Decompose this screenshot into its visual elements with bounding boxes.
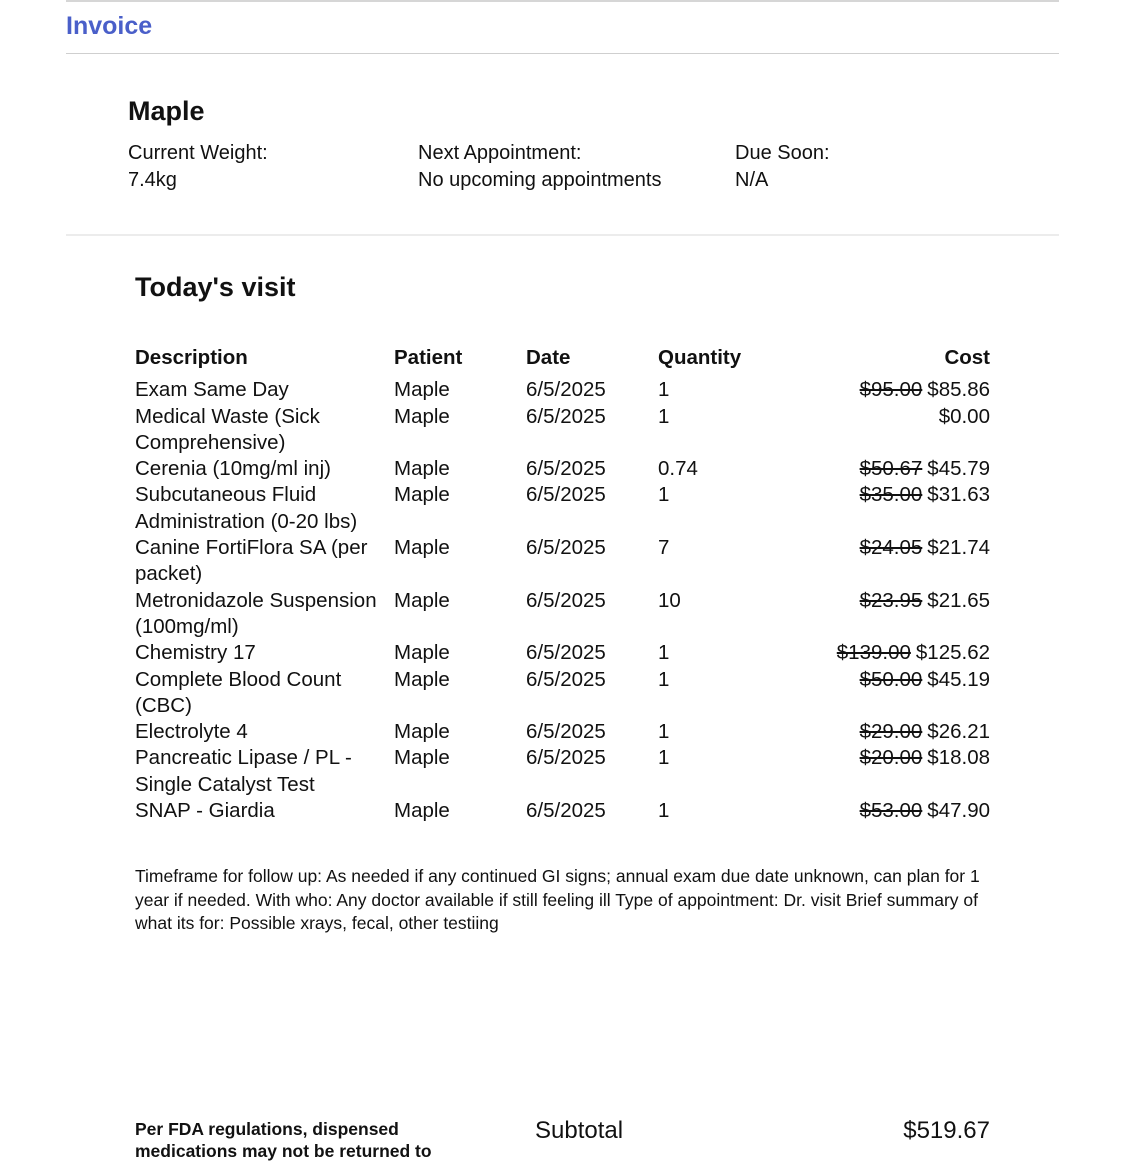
table-row (135, 588, 990, 641)
cell-quantity: 1 (658, 746, 670, 770)
discounted-price: $125.62 (915, 641, 990, 665)
cell-description: Canine FortiFlora SA (per packet) (135, 536, 368, 586)
cell-date: 6/5/2025 (526, 457, 606, 481)
cell-patient: Maple (394, 457, 450, 481)
cell-quantity: 1 (658, 641, 670, 665)
patient-name: Maple (128, 96, 205, 126)
column-header-patient: Patient (394, 346, 463, 369)
cell-cost (758, 456, 990, 482)
discounted-price: $31.63 (927, 483, 990, 507)
discounted-price: $47.90 (927, 799, 990, 823)
visit-title: Today's visit (135, 272, 296, 302)
cell-cost (758, 588, 990, 641)
cell-description: Complete Blood Count (CBC) (135, 667, 342, 717)
cell-quantity: 10 (658, 588, 681, 612)
cell-description: SNAP - Giardia (135, 799, 275, 823)
cell-patient: Maple (394, 641, 450, 665)
cell-date: 6/5/2025 (526, 483, 606, 507)
line-items-table (135, 345, 990, 824)
appointment-label: Next Appointment: (418, 142, 582, 164)
fda-notice: Per FDA regulations, dispensed medications may not be returned to (135, 1119, 432, 1161)
cell-description: Cerenia (10mg/ml inj) (135, 457, 331, 481)
table-row (135, 456, 990, 482)
cell-cost (758, 482, 990, 535)
cell-patient: Maple (394, 588, 450, 612)
cell-patient: Maple (394, 720, 450, 744)
appointment-block (418, 140, 661, 194)
cell-quantity: 1 (658, 799, 670, 823)
cell-quantity: 1 (658, 720, 670, 744)
original-price: $24.05 (859, 536, 923, 560)
due-soon-label: Due Soon: (735, 142, 830, 164)
appointment-value: No upcoming appointments (418, 169, 662, 191)
header-divider (66, 53, 1059, 54)
cell-patient: Maple (394, 378, 450, 402)
follow-up-notes: Timeframe for follow up: As needed if any continued GI signs; annual exam due date unknown, can plan for 1 year if needed. With who: Any doctor available if still feeling ill Type of appointment: Dr. visit Brief summary of what its for: Possible xrays, fecal, other testiing (135, 866, 980, 933)
original-price: $29.00 (859, 720, 923, 744)
cell-quantity: 1 (658, 667, 670, 691)
cell-date: 6/5/2025 (526, 404, 606, 428)
table-row (135, 667, 990, 720)
cell-quantity: 1 (658, 483, 670, 507)
discounted-price: $0.00 (938, 404, 990, 428)
cell-description: Exam Same Day (135, 378, 289, 402)
cell-quantity: 0.74 (658, 457, 698, 481)
original-price: $35.00 (859, 483, 923, 507)
original-price: $95.00 (859, 378, 923, 402)
due-soon-block (735, 140, 830, 194)
weight-block (128, 140, 268, 194)
table-row (135, 640, 990, 666)
original-price: $50.00 (859, 667, 923, 691)
cell-date: 6/5/2025 (526, 667, 606, 691)
weight-value: 7.4kg (128, 169, 177, 191)
cell-cost (758, 640, 990, 666)
discounted-price: $85.86 (927, 378, 990, 402)
cell-quantity: 7 (658, 536, 670, 560)
column-header-date: Date (526, 346, 571, 369)
table-row (135, 798, 990, 824)
section-divider (66, 234, 1059, 236)
original-price: $139.00 (836, 641, 911, 665)
table-header-row (135, 345, 990, 377)
cell-date: 6/5/2025 (526, 588, 606, 612)
cell-date: 6/5/2025 (526, 746, 606, 770)
original-price: $23.95 (859, 588, 923, 612)
original-price: $53.00 (859, 799, 923, 823)
cell-quantity: 1 (658, 378, 670, 402)
cell-cost (758, 667, 990, 720)
table-row (135, 535, 990, 588)
cell-description: Medical Waste (Sick Comprehensive) (135, 404, 320, 454)
top-divider (66, 0, 1059, 2)
discounted-price: $45.79 (927, 457, 990, 481)
invoice-title: Invoice (66, 12, 153, 40)
cell-patient: Maple (394, 536, 450, 560)
discounted-price: $21.74 (927, 536, 990, 560)
table-row (135, 377, 990, 403)
subtotal-label: Subtotal (535, 1117, 624, 1144)
cell-cost (758, 719, 990, 745)
cell-cost (758, 745, 990, 798)
column-header-quantity: Quantity (658, 346, 742, 369)
cell-cost (758, 404, 990, 457)
cell-date: 6/5/2025 (526, 378, 606, 402)
cell-description: Chemistry 17 (135, 641, 256, 665)
column-header-cost: Cost (944, 346, 990, 369)
cell-patient: Maple (394, 667, 450, 691)
original-price: $50.67 (859, 457, 923, 481)
discounted-price: $26.21 (927, 720, 990, 744)
cell-cost (758, 798, 990, 824)
cell-description: Electrolyte 4 (135, 720, 248, 744)
cell-date: 6/5/2025 (526, 799, 606, 823)
cell-date: 6/5/2025 (526, 536, 606, 560)
cell-patient: Maple (394, 483, 450, 507)
column-header-description: Description (135, 346, 248, 369)
table-row (135, 745, 990, 798)
cell-description: Metronidazole Suspension (100mg/ml) (135, 588, 377, 638)
cell-date: 6/5/2025 (526, 641, 606, 665)
cell-description: Pancreatic Lipase / PL - Single Catalyst Test (135, 746, 352, 796)
table-row (135, 482, 990, 535)
weight-label: Current Weight: (128, 142, 268, 164)
cell-quantity: 1 (658, 404, 670, 428)
cell-patient: Maple (394, 404, 450, 428)
discounted-price: $21.65 (927, 588, 990, 612)
original-price: $20.00 (859, 746, 923, 770)
cell-description: Subcutaneous Fluid Administration (0-20 lbs) (135, 483, 358, 533)
cell-date: 6/5/2025 (526, 720, 606, 744)
cell-cost (758, 377, 990, 403)
due-soon-value: N/A (735, 169, 769, 191)
subtotal-value: $519.67 (903, 1117, 990, 1144)
discounted-price: $18.08 (927, 746, 990, 770)
table-row (135, 719, 990, 745)
cell-patient: Maple (394, 799, 450, 823)
discounted-price: $45.19 (927, 667, 990, 691)
cell-cost (758, 535, 990, 588)
table-row (135, 404, 990, 457)
cell-patient: Maple (394, 746, 450, 770)
